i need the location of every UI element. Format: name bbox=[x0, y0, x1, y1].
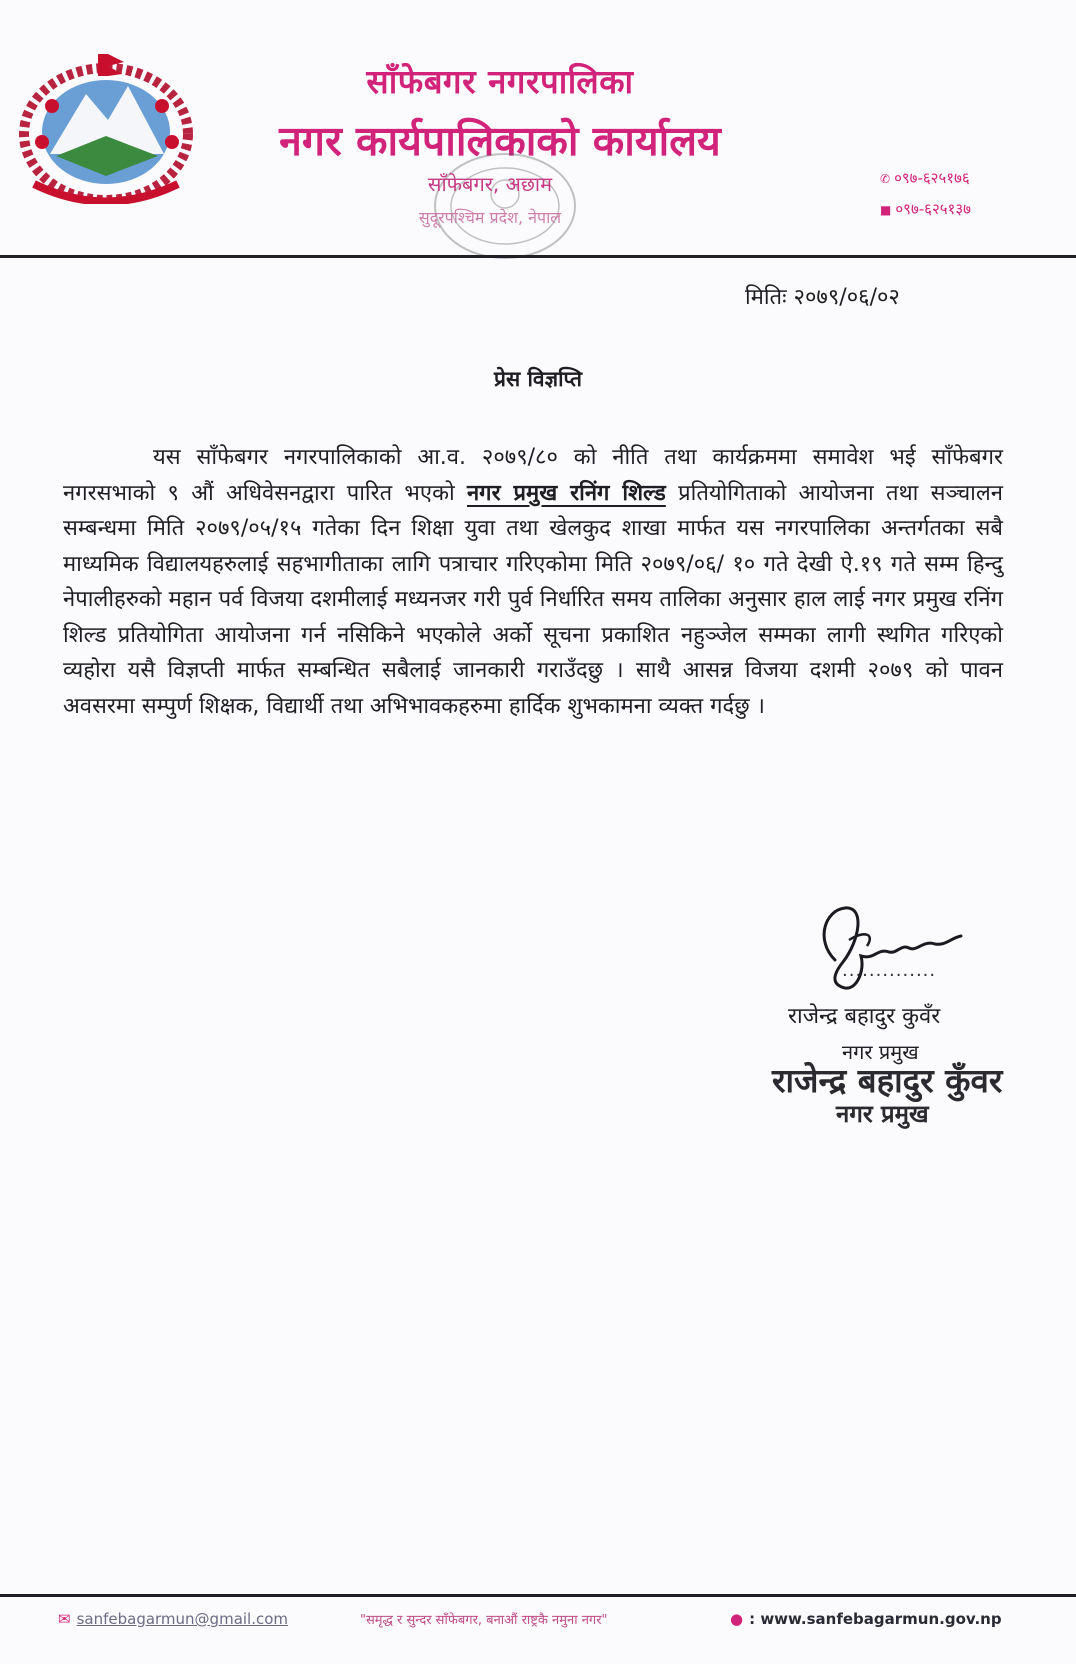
org-name: साँफेबगर नगरपालिका bbox=[366, 62, 634, 101]
phone-number: ०९७-६२५१७६ bbox=[894, 169, 970, 187]
handwritten-signature-icon bbox=[805, 900, 965, 996]
phone-icon: ✆ bbox=[880, 172, 891, 186]
signature-line: .............. bbox=[842, 960, 937, 981]
highlighted-event-name: नगर प्रमुख रनिंग शिल्ड bbox=[466, 480, 666, 506]
body-paragraph bbox=[63, 440, 1003, 724]
email-icon: ✉ bbox=[58, 1610, 71, 1628]
letter-date: मितिः २०७९/०६/०२ bbox=[745, 285, 900, 310]
fax-number: ०९७-६२५१३७ bbox=[895, 200, 971, 218]
address-line-1: साँफेबगर, अछाम bbox=[427, 172, 553, 196]
footer-motto: "समृद्ध र सुन्दर साँफेबगर, बनाऔं राष्ट्रकै नमुना नगर" bbox=[360, 1613, 608, 1628]
signatory-name: राजेन्द्र बहादुर कुवँर bbox=[788, 1004, 941, 1029]
fax-contact bbox=[880, 199, 971, 219]
footer-email bbox=[58, 1610, 288, 1628]
fax-icon: ■ bbox=[880, 203, 892, 217]
phone-contact bbox=[880, 168, 970, 188]
name-stamp: राजेन्द्र बहादुर कुँवर bbox=[772, 1061, 1003, 1100]
title-stamp: नगर प्रमुख bbox=[836, 1100, 929, 1128]
header-divider bbox=[0, 255, 1076, 258]
address-line-2: सुदूरपश्चिम प्रदेश, नेपाल bbox=[418, 208, 562, 227]
footer-website bbox=[730, 1610, 1002, 1628]
footer-divider bbox=[0, 1594, 1076, 1597]
globe-icon: ● bbox=[730, 1610, 744, 1628]
website-url[interactable]: : www.sanfebagarmun.gov.np bbox=[749, 1610, 1002, 1628]
document-title: प्रेस विज्ञप्ति bbox=[494, 367, 582, 391]
office-name: नगर कार्यपालिकाको कार्यालय bbox=[279, 117, 721, 165]
signatory-title: नगर प्रमुख bbox=[842, 1040, 919, 1064]
body-text-part-2: प्रतियोगिताको आयोजना तथा सञ्चालन सम्बन्धमा मिति २०७९/०५/१५ गतेका दिन शिक्षा युवा तथा खेलकुद शाखा मार्फत यस नगरपालिका अन्तर्गतका सबै माध्यमिक विद्यालयहरुलाई सहभागीताका लागि पत्राचार गरिएकोमा मिति २०७९/०६/ १० गते देखी ऐ.१९ गते सम्म हिन्दु नेपालीहरुको महान पर्व विजया दशमीलाई मध्यनजर गरी पुर्व निर्धारित समय तालिका अनुसार हाल लाई नगर प्रमुख रनिंग शिल्ड प्रतियोगिता आयोजना गर्न नसिकिने भएकोले अर्को सूचना प्रकाशित नहुञ्जेल सम्मका लागी स्थगित गरिएको व्यहोरा यसै विज्ञप्ती मार्फत सम्बन्धित सबैलाई जानकारी गराउँदछु । साथै आसन्न विजया दशमी २०७९ को पावन अवसरमा सम्पुर्ण शिक्षक, विद्यार्थी तथा अभिभावकहरुमा हार्दिक शुभकामना व्यक्त गर्दछु । bbox=[63, 480, 1003, 719]
email-address[interactable]: sanfebagarmun@gmail.com bbox=[76, 1610, 289, 1628]
body-text-part-1: यस साँफेबगर नगरपालिकाको आ.व. २०७९/८० को नीति तथा कार्यक्रममा समावेश भई साँफेबगर नगरसभाको ९ औं अधिवेसनद्वारा पारित भएको bbox=[63, 445, 1003, 506]
government-emblem-icon bbox=[16, 44, 196, 204]
